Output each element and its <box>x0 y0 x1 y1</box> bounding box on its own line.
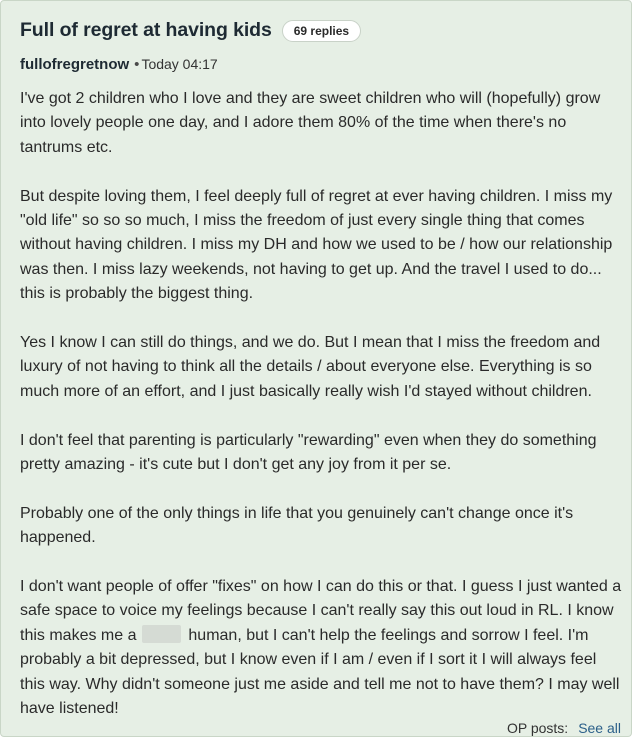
post-paragraph: I've got 2 children who I love and they are sweet children who will (hopefully) grow into lovely people one day, and I adore them 80% of the time when there's no tantrums etc. <box>20 90 601 156</box>
paragraph-text-before-censor: I don't want people of offer "fixes" on how I can do this or that. I guess I just wanted a safe space to voice my feelings because I can't really say this out loud in RL. I know this makes me a <box>20 578 622 644</box>
post-paragraph: But despite loving them, I feel deeply full of regret at ever having children. I miss my "old life" so so so much, I miss the freedom of just every single thing that comes without having children. I miss my DH and how we used to be / how our relationship was then. I miss lazy weekends, not having to get up. And the travel I used to do... this is probably the biggest thing. <box>20 187 613 303</box>
post-footer <box>507 720 621 736</box>
post-paragraph: Yes I know I can still do things, and we do. But I mean that I miss the freedom and luxury of not having to think all the details / about everyone else. Everything is so much more of an effort, and I just basically really wish I'd stayed without children. <box>20 334 601 400</box>
post-paragraph-last <box>20 575 623 721</box>
post-paragraph: I don't feel that parenting is particularly "rewarding" even when they do something pretty amazing - it's cute but I don't get any joy from it per se. <box>20 431 597 474</box>
post-body <box>20 87 623 737</box>
paragraph-text-after-censor: human, but I can't help the feelings and sorrow I feel. I'm probably a bit depressed, but I know even if I am / even if I sort it I will always feel this way. Why didn't someone just me aside and tell me not to have them? I may well have listened! <box>20 626 620 718</box>
see-all-link[interactable]: See all <box>578 720 621 736</box>
thread-header <box>20 19 361 42</box>
censored-word-blur <box>142 625 181 643</box>
username[interactable]: fullofregretnow <box>20 56 130 73</box>
post-paragraph: Probably one of the only things in life that you genuinely can't change once it's happened. <box>20 504 574 547</box>
thread-title[interactable]: Full of regret at having kids <box>20 19 272 41</box>
post-timestamp: Today 04:17 <box>141 56 218 72</box>
post-meta <box>20 56 218 73</box>
replies-count-badge[interactable]: 69 replies <box>282 20 361 42</box>
meta-separator: • <box>134 56 140 73</box>
op-posts-label: OP posts: <box>506 720 569 736</box>
